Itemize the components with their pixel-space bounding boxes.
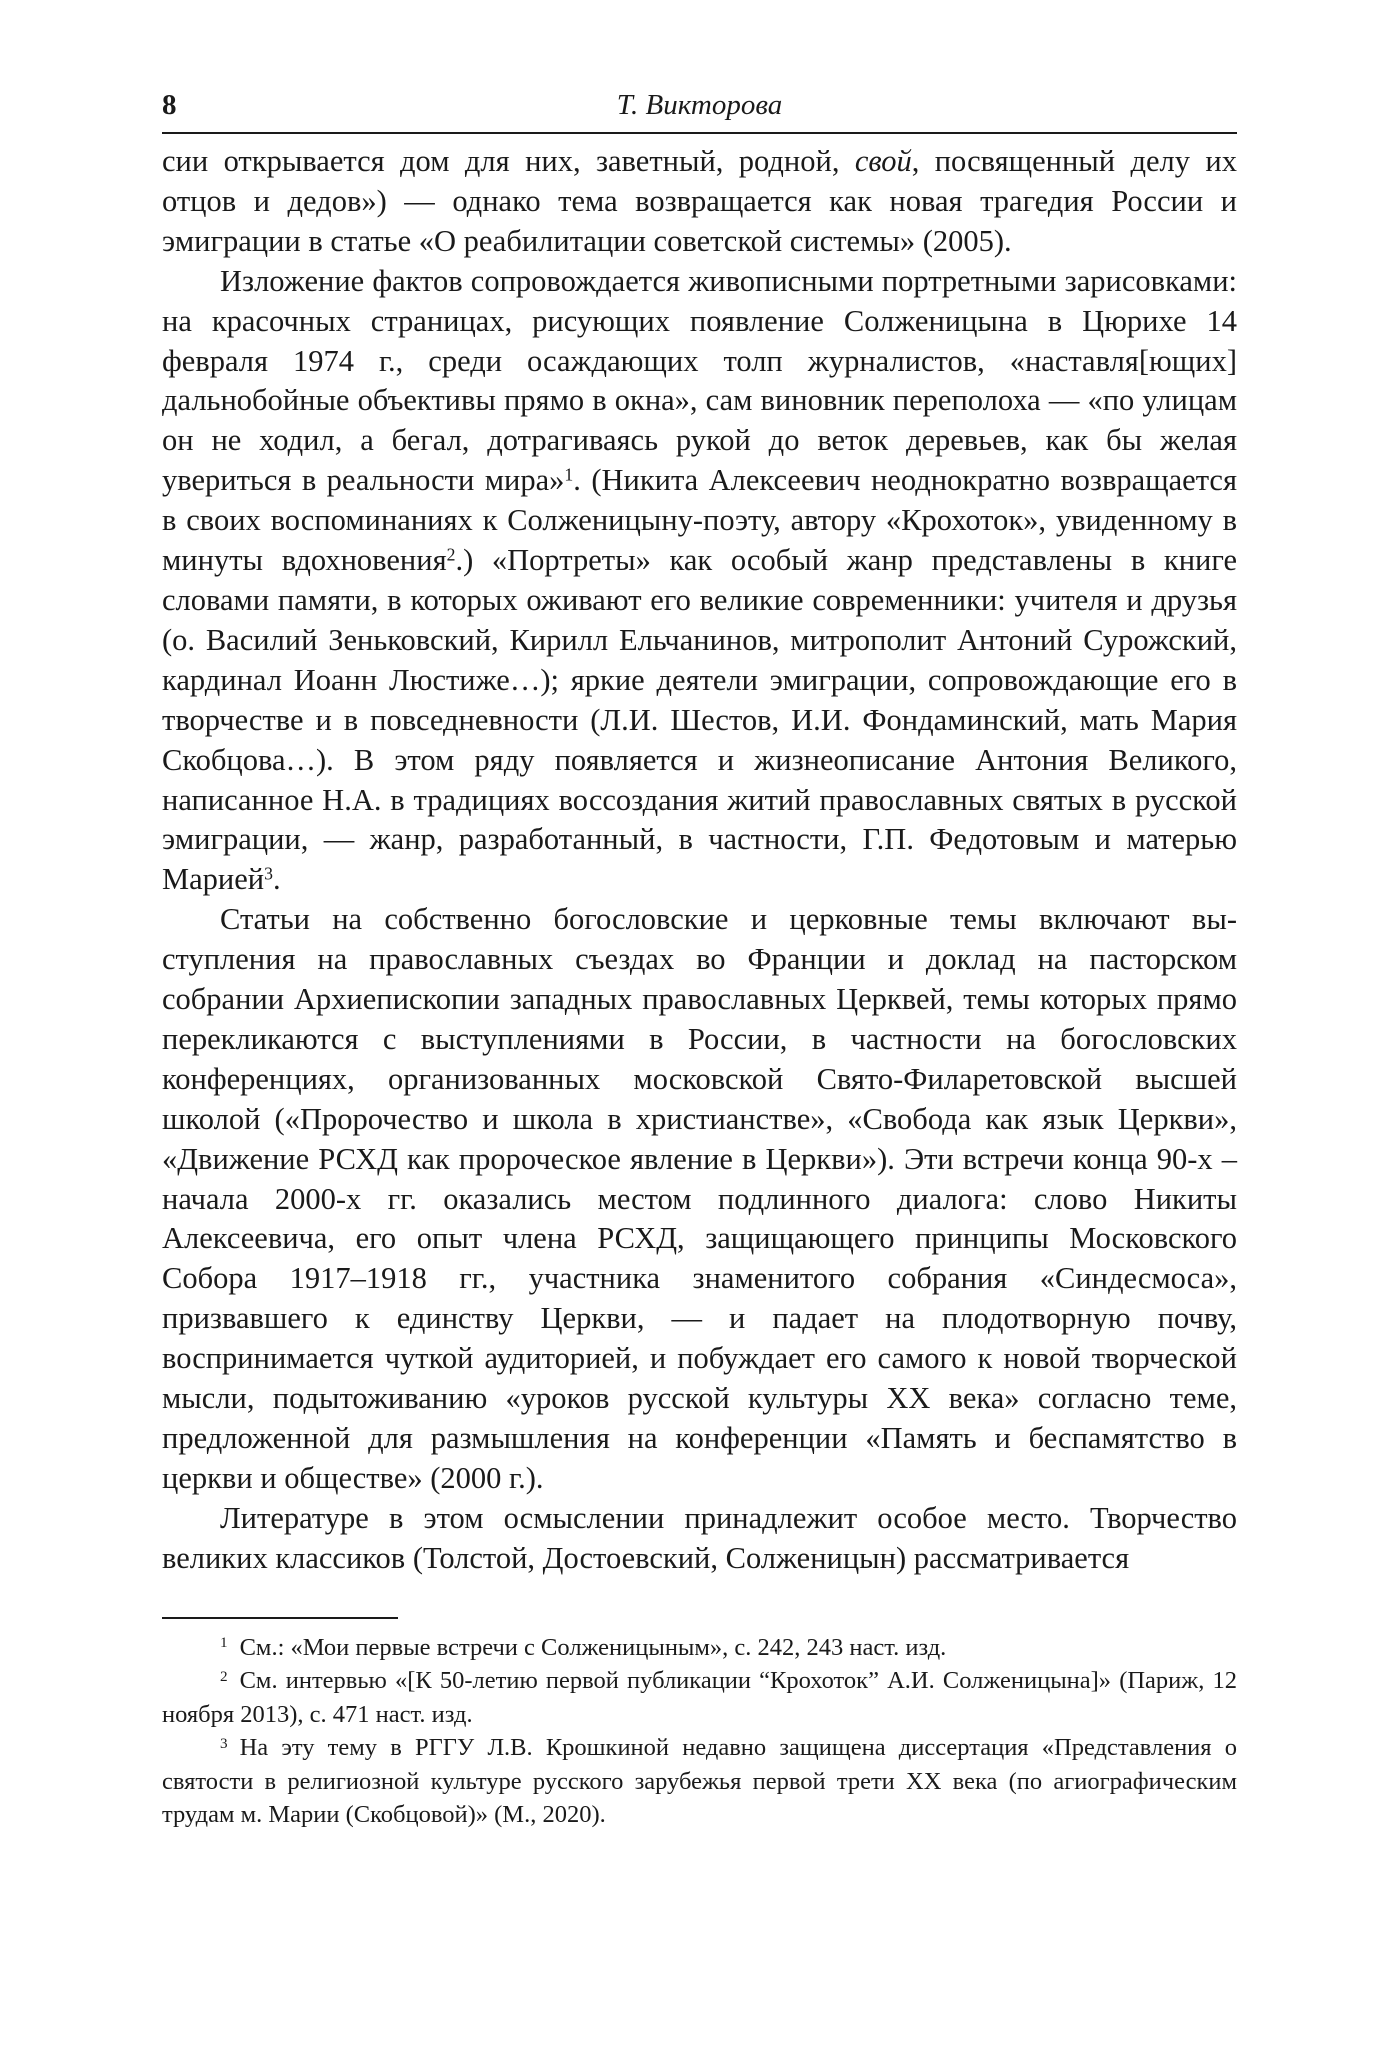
footnote-divider [162, 1617, 398, 1619]
footnote-ref-1[interactable]: 1 [564, 464, 574, 485]
running-title: Т. Викторова [616, 89, 783, 121]
footnote-text: См.: «Мои первые встречи с Солженицыным», с. 242, 243 наст. изд. [239, 1633, 947, 1661]
footnotes [162, 1631, 1237, 1832]
running-header [162, 86, 1237, 134]
footnote-text: На эту тему в РГГУ Л.В. Крошкиной недавно защищена диссертация «Представления о святости в религиозной культуре русского зарубежья первой трети XX века (по агиографическим трудам м. Марии (Скобцовой)» (М., 2020). [162, 1734, 1237, 1829]
paragraph-portraits [162, 262, 1237, 901]
italic-word: свой [854, 144, 912, 178]
paragraph-literature [162, 1499, 1237, 1579]
text-segment: . (Никита Алексеевич неоднократно возвращается в своих воспоминаниях к Солженицыну-поэту, автору «Крохоток», увиденному в минуты вдохновения [162, 463, 1237, 578]
text-segment: сии открывается дом для них, заветный, родной, [162, 144, 855, 178]
text-segment: Изложение фактов сопровождается живописными портретными зарисовками: на красочных страницах, рисующих появление Солженицына в Цюрихе 14 февраля 1974 г., среди осаждающих толп журналистов, «наставля[ющих] дальнобойные объективы прямо в окна», сам виновник переполоха — «по улицам он не ходил, а бегал, дотрагиваясь рукой до веток деревьев, как бы желая увериться в реальности мира» [162, 263, 1237, 498]
footnote-3 [162, 1731, 1237, 1832]
page-number: 8 [162, 89, 177, 121]
book-page [162, 86, 1237, 1832]
text-segment: .) «Портреты» как особый жанр представлены в книге словами памяти, в которых оживают его великие современники: учителя и друзья (о. Василий Зеньковский, Кирилл Ельчанинов, митрополит Антоний Сурожский, кардинал Иоанн Люстиже…); яркие деятели эмиграции, сопровождающие его в творчестве и в повседневности (Л.И. Шестов, И.И. Фондаминский, мать Мария Скобцова…). В этом ряду появляется и жизнеописание Антония Великого, написанное Н.А. в традициях воссоздания житий православных святых в русской эмиграции, — жанр, разработанный, в частности, Г.П. Федотовым и матерью Марией [162, 543, 1238, 897]
footnote-mark: 3 [220, 1734, 228, 1752]
footnote-1 [162, 1631, 1237, 1665]
text-segment: Статьи на собственно богословские и церковные темы включают выступления на православных съездах во Франции и доклад на пасторском собрании Архиепископии западных православных Церквей, темы которых прямо перекликаются с выступлениями в России, в частности на богословских конференциях, организованных московской Свято-Филаретовской высшей школой («Пророчество и школа в христианстве», «Свобода как язык Церкви», «Движение РСХД как пророческое явление в Церкви»). Эти встречи конца 90-х – начала 2000-х гг. оказались местом подлинного диалога: слово Никиты Алексеевича, его опыт члена РСХД, защищающего принципы Московского Собора 1917–1918 гг., участника знаменитого собрания «Синдесмоса», призвавшего к единству Церкви, — и падает на плодотворную почву, воспринимается чуткой аудиторией, и побуждает его самого к новой творческой мысли, подытоживанию «уроков русской культуры XX века» согласно теме, предложенной для размышления на конференции «Память и беспамятство в церкви и обществе» (2000 г.). [162, 902, 1237, 1495]
footnote-mark: 2 [220, 1667, 228, 1685]
footnote-2 [162, 1664, 1237, 1731]
body-text [162, 142, 1237, 1579]
paragraph-continued [162, 142, 1237, 262]
footnote-text: См. интервью «[К 50-летию первой публикации “Крохоток” А.И. Солженицына]» (Париж, 12 ноября 2013), с. 471 наст. изд. [162, 1667, 1237, 1728]
text-segment: Литературе в этом осмыслении принадлежит особое место. Творчество великих классиков (Толстой, Достоевский, Солженицын) рассматривается [162, 1500, 1237, 1575]
text-segment: . [272, 862, 281, 897]
footnote-ref-2[interactable]: 2 [446, 544, 456, 565]
text-segment: , посвященный делу их отцов и дедов») — однако тема возвращается как новая трагедия России и эмиграции в статье «О реабилитации советской системы» (2005). [162, 144, 1237, 258]
footnote-ref-3[interactable]: 3 [264, 863, 273, 884]
paragraph-theology [162, 900, 1237, 1499]
footnote-mark: 1 [220, 1634, 228, 1652]
